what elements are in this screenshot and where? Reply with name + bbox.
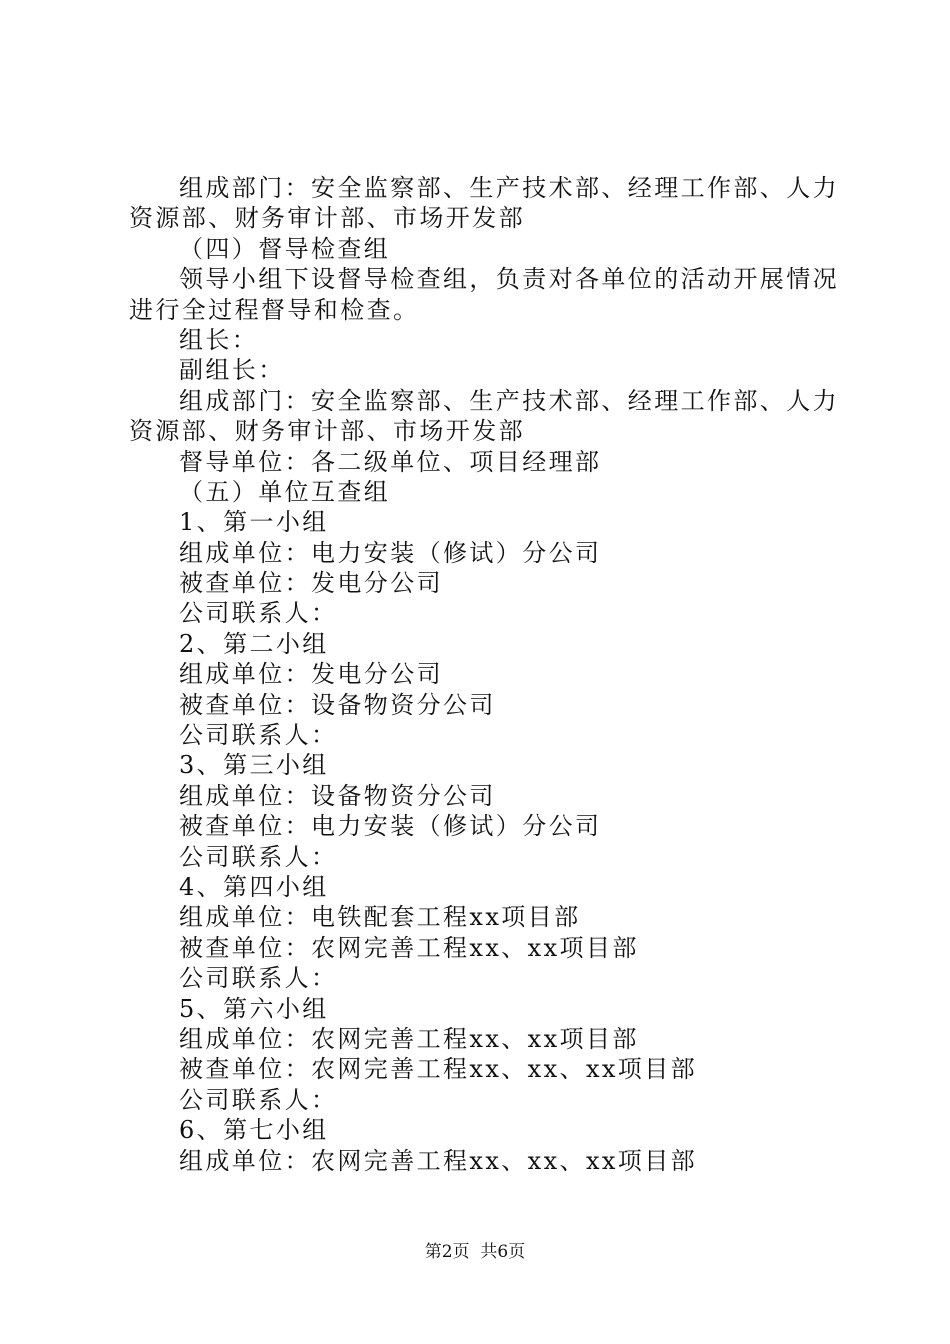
text-line: 公司联系人： [179, 1085, 338, 1114]
text-line: 组长： [179, 325, 259, 354]
text-line: 被查单位：发电分公司 [179, 569, 443, 598]
text-line: 进行全过程督导和检查。 [129, 295, 420, 324]
text-line: 被查单位：电力安装（修试）分公司 [179, 812, 602, 841]
page-total: 共6页 [480, 1242, 526, 1262]
text-line: 被查单位：农网完善工程xx、xx、xx项目部 [179, 1055, 698, 1084]
document-body [129, 173, 839, 1176]
footer-spacer [470, 1242, 481, 1262]
text-line: 2、第二小组 [179, 629, 329, 658]
text-line: 资源部、财务审计部、市场开发部 [129, 204, 525, 233]
page-footer [0, 1240, 950, 1264]
text-line: 副组长： [179, 356, 285, 385]
text-line: 5、第六小组 [179, 994, 329, 1023]
text-line: 资源部、财务审计部、市场开发部 [129, 417, 525, 446]
text-line: 公司联系人： [179, 964, 338, 993]
text-line: 公司联系人： [179, 599, 338, 628]
text-line: 组成单位：农网完善工程xx、xx项目部 [179, 1024, 639, 1053]
text-line: 被查单位：设备物资分公司 [179, 690, 496, 719]
text-line: 督导单位：各二级单位、项目经理部 [179, 447, 602, 476]
text-line: 组成单位：电力安装（修试）分公司 [179, 538, 602, 567]
text-line: 组成单位：发电分公司 [179, 660, 443, 689]
text-line: 组成部门：安全监察部、生产技术部、经理工作部、人力 [179, 386, 839, 415]
page-number: 第2页 [424, 1242, 470, 1262]
text-line: 1、第一小组 [179, 508, 329, 537]
text-line: 被查单位：农网完善工程xx、xx项目部 [179, 933, 639, 962]
text-line: 领导小组下设督导检查组，负责对各单位的活动开展情况 [179, 265, 839, 294]
text-line: 6、第七小组 [179, 1116, 329, 1145]
text-line: 组成单位：设备物资分公司 [179, 781, 496, 810]
text-line: 组成单位：电铁配套工程xx项目部 [179, 903, 581, 932]
text-line: （五）单位互查组 [179, 477, 391, 506]
text-line: 组成单位：农网完善工程xx、xx、xx项目部 [179, 1146, 698, 1175]
text-line: （四）督导检查组 [179, 234, 391, 263]
text-line: 4、第四小组 [179, 872, 329, 901]
text-line: 组成部门：安全监察部、生产技术部、经理工作部、人力 [179, 174, 839, 202]
text-line: 公司联系人： [179, 842, 338, 871]
text-line: 3、第三小组 [179, 751, 329, 780]
text-line: 公司联系人： [179, 721, 338, 750]
